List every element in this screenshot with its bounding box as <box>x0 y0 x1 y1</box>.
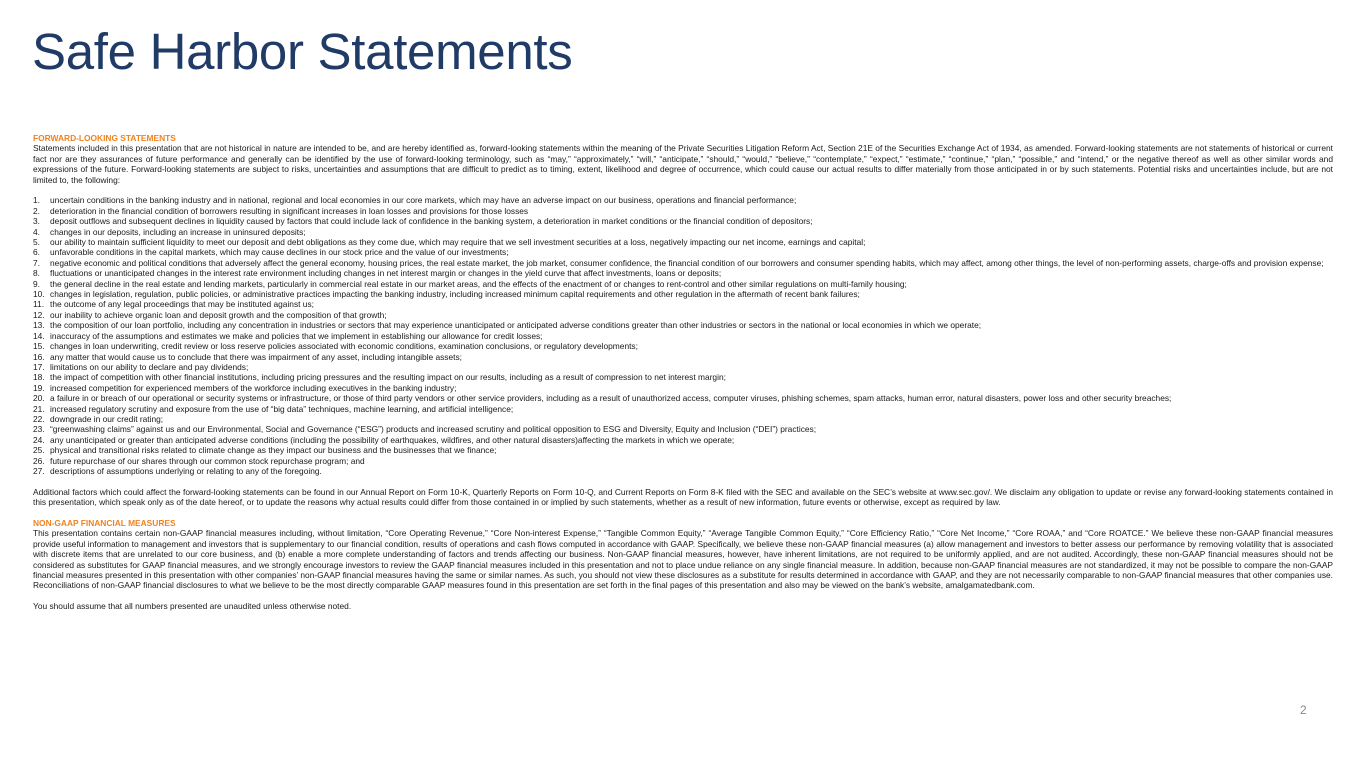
list-item <box>33 299 1333 309</box>
list-item-text: increased regulatory scrutiny and exposure from the use of “big data” techniques, machine learning, and artificial intelligence; <box>50 403 514 414</box>
list-item-number: 10. <box>33 289 45 300</box>
list-item <box>33 310 1333 320</box>
list-item <box>33 268 1333 278</box>
list-item-text: fluctuations or unanticipated changes in the interest rate environment including changes in net interest margin or changes in the yield curve that affect investments, loans or deposits; <box>50 268 722 279</box>
list-item-text: a failure in or breach of our operational or security systems or infrastructure, or those of third party vendors or other service providers, including as a result of unauthorized access, computer viruses, phishing schemes, spam attacks, human error, natural disasters, power loss and other security breaches; <box>50 393 1172 404</box>
list-item-text: our ability to maintain sufficient liquidity to meet our deposit and debt obligations as they come due, which may require that we sell investment securities at a loss, negatively impacting our net income, earnings and capital; <box>50 237 866 248</box>
list-item <box>33 247 1333 257</box>
list-item <box>33 289 1333 299</box>
list-item-number: 25. <box>33 445 45 456</box>
list-item-text: any matter that would cause us to conclude that there was impairment of any asset, including intangible assets; <box>50 351 462 362</box>
list-item-text: uncertain conditions in the banking industry and in national, regional and local economies in our core markets, which may have an adverse impact on our business, operations and financial performance; <box>50 195 797 206</box>
list-item <box>33 258 1333 268</box>
list-item <box>33 352 1333 362</box>
page-number: 2 <box>1300 703 1307 717</box>
list-item-text: any unanticipated or greater than anticipated adverse conditions (including the possibility of earthquakes, wildfires, and other natural disasters)affecting the markets in which we operate; <box>50 434 735 445</box>
forward-looking-heading: FORWARD-LOOKING STATEMENTS <box>33 133 176 143</box>
list-item <box>33 331 1333 341</box>
list-item-number: 3. <box>33 216 40 227</box>
list-item-text: negative economic and political conditions that adversely affect the general economy, housing prices, the real estate market, the job market, consumer confidence, the financial condition of our borrowers and consumer spending habits, which may affect, among other things, the level of non-performing assets, charge-offs and provision expense; <box>50 257 1324 268</box>
list-item-number: 12. <box>33 309 45 320</box>
list-item-number: 19. <box>33 382 45 393</box>
list-item-number: 21. <box>33 403 45 414</box>
list-item-number: 23. <box>33 424 45 435</box>
list-item <box>33 279 1333 289</box>
list-item <box>33 424 1333 434</box>
list-item-number: 15. <box>33 341 45 352</box>
list-item-number: 1. <box>33 195 40 206</box>
non-gaap-heading: NON-GAAP FINANCIAL MEASURES <box>33 517 176 528</box>
list-item-text: the impact of competition with other financial institutions, including pricing pressures and the resulting impact on our results, including as a result of compression to net interest margin; <box>50 372 726 383</box>
list-item <box>33 206 1333 216</box>
list-item-text: physical and transitional risks related to climate change as they impact our business and the businesses that we finance; <box>50 445 497 456</box>
list-item-text: future repurchase of our shares through our common stock repurchase program; and <box>50 455 365 466</box>
list-item <box>33 456 1333 466</box>
list-item-number: 9. <box>33 278 40 289</box>
list-item-text: limitations on our ability to declare and pay dividends; <box>50 361 249 372</box>
list-item-number: 17. <box>33 361 45 372</box>
list-item-number: 4. <box>33 226 40 237</box>
list-item-text: deterioration in the financial condition of borrowers resulting in significant increases in loan losses and provisions for those losses <box>50 205 529 216</box>
forward-looking-intro: Statements included in this presentation that are not historical in nature are intended to be, and are hereby identified as, forward-looking statements within the meaning of the Private Securities Litigation Reform Act, Section 21E of the Securities Exchange Act of 1934, as amended. Forward-looking statements are not statements of historical or current fact nor are they assurances of future performance and generally can be identified by the use of forward-looking terminology, such as “may,” “approximately,” “will,” “anticipate,” “should,” “would,” “believe,” “contemplate,” “expect,” “estimate,” “continue,” “plan,” “possible,” and “intend,” or the negative thereof as well as other similar words and expressions of the future. Forward-looking statements are subject to risks, uncertainties and assumptions that are difficult to predict as to timing, extent, likelihood and degree of occurrence, which could cause our actual results to differ materially from those anticipated in or by such statements. Potential risks and uncertainties include, but are not limited to, the following: <box>33 143 1333 185</box>
list-item <box>33 404 1333 414</box>
list-item-number: 20. <box>33 393 45 404</box>
list-item-number: 6. <box>33 247 40 258</box>
unaudited-note: You should assume that all numbers presented are unaudited unless otherwise noted. <box>33 601 352 612</box>
list-item-number: 7. <box>33 257 40 268</box>
list-item <box>33 320 1333 330</box>
list-item-number: 24. <box>33 434 45 445</box>
list-item <box>33 362 1333 372</box>
list-item-text: changes in legislation, regulation, public policies, or administrative practices impacting the banking industry, including increased minimum capital requirements and other regulation in the aftermath of recent bank failures; <box>50 289 860 300</box>
list-item-text: deposit outflows and subsequent declines in liquidity caused by factors that could include lack of confidence in the banking system, a deterioration in market conditions or the financial condition of depositors; <box>50 216 813 227</box>
list-item-number: 2. <box>33 205 40 216</box>
list-item <box>33 227 1333 237</box>
list-item-text: our inability to achieve organic loan and deposit growth and the composition of that growth; <box>50 309 387 320</box>
list-item-text: descriptions of assumptions underlying or relating to any of the foregoing. <box>50 465 322 476</box>
list-item-number: 13. <box>33 320 45 331</box>
non-gaap-paragraph: This presentation contains certain non-GAAP financial measures including, without limitation, “Core Operating Revenue,” “Core Non-interest Expense,” “Tangible Common Equity,” “Average Tangible Common Equity,” “Core Efficiency Ratio,” “Core Net Income,” “Core ROAA,” and “Core ROATCE.” We believe these non-GAAP financial measures provide useful information to management and investors that is supplementary to our financial condition, results of operations and cash flows computed in accordance with GAAP. Specifically, we believe these non-GAAP financial measures (a) allow management and investors to better assess our performance by removing volatility that is associated with discrete items that are unrelated to our core business, and (b) enable a more complete understanding of factors and trends affecting our business. Non-GAAP financial measures, however, have inherent limitations, are not required to be uniformly applied, and are not audited. Accordingly, these non-GAAP financial measures should not be considered as substitutes for GAAP financial measures, and we strongly encourage investors to review the GAAP financial measures included in this presentation and not to place undue reliance on any single financial measure. In addition, because non-GAAP financial measures are not standardized, it may not be possible to compare the non-GAAP financial measures presented in this presentation with other companies’ non-GAAP financial measures having the same or similar names. As such, you should not view these disclosures as a substitute for results determined in accordance with GAAP, and they are not necessarily comparable to non-GAAP financial measures that other companies use. Reconciliations of non-GAAP financial disclosures to what we believe to be the most directly comparable GAAP measures found in this presentation are set forth in the final pages of this presentation and also may be viewed on the bank’s website, amalgamatedbank.com. <box>33 528 1333 591</box>
list-item <box>33 383 1333 393</box>
list-item-number: 5. <box>33 237 40 248</box>
list-item <box>33 341 1333 351</box>
list-item <box>33 237 1333 247</box>
list-item-text: the composition of our loan portfolio, including any concentration in industries or sectors that may experience unanticipated or anticipated adverse conditions greater than other industries or sectors in the national or local economies in which we operate; <box>50 320 982 331</box>
spacer <box>33 185 1333 195</box>
list-item-number: 27. <box>33 465 45 476</box>
list-item-text: inaccuracy of the assumptions and estimates we make and policies that we implement in establishing our allowance for credit losses; <box>50 330 543 341</box>
disclaimer-content <box>33 133 1333 612</box>
list-item-text: unfavorable conditions in the capital markets, which may cause declines in our stock price and the value of our investments; <box>50 247 509 258</box>
list-item-number: 8. <box>33 268 40 279</box>
list-item <box>33 445 1333 455</box>
list-item <box>33 372 1333 382</box>
risk-factor-list <box>33 195 1333 476</box>
spacer <box>33 591 1333 601</box>
list-item-number: 22. <box>33 413 45 424</box>
list-item-number: 11. <box>33 299 45 310</box>
list-item-text: the outcome of any legal proceedings that may be instituted against us; <box>50 299 314 310</box>
list-item <box>33 393 1333 403</box>
list-item <box>33 195 1333 205</box>
list-item-text: changes in our deposits, including an increase in uninsured deposits; <box>50 226 306 237</box>
list-item <box>33 414 1333 424</box>
list-item-number: 16. <box>33 351 45 362</box>
page-title: Safe Harbor Statements <box>32 23 573 80</box>
list-item-text: increased competition for experienced members of the workforce including executives in the banking industry; <box>50 382 457 393</box>
list-item-text: downgrade in our credit rating; <box>50 413 164 424</box>
spacer <box>33 508 1333 518</box>
list-item <box>33 466 1333 476</box>
list-item-number: 26. <box>33 455 45 466</box>
additional-factors-paragraph: Additional factors which could affect the forward-looking statements can be found in our Annual Report on Form 10-K, Quarterly Reports on Form 10-Q, and Current Reports on Form 8-K filed with the SEC and available on the SEC’s website at www.sec.gov/. We disclaim any obligation to update or revise any forward-looking statements contained in this presentation, which speak only as of the date hereof, or to update the reasons why actual results could differ from those contained in or implied by such statements, whether as a result of new information, future events or otherwise, except as required by law. <box>33 486 1333 508</box>
list-item-text: changes in loan underwriting, credit review or loss reserve policies associated with economic conditions, examination conclusions, or regulatory developments; <box>50 341 638 352</box>
list-item-number: 14. <box>33 330 45 341</box>
list-item <box>33 435 1333 445</box>
list-item-text: the general decline in the real estate and lending markets, particularly in commercial real estate in our market areas, and the effects of the enactment of or changes to rent-control and other similar regulations on multi-family housing; <box>50 278 907 289</box>
spacer <box>33 476 1333 486</box>
list-item-number: 18. <box>33 372 45 383</box>
list-item <box>33 216 1333 226</box>
list-item-text: “greenwashing claims” against us and our Environmental, Social and Governance (“ESG”) products and increased scrutiny and political opposition to ESG and Diversity, Equity and Inclusion (“DEI”) practices; <box>50 424 817 435</box>
